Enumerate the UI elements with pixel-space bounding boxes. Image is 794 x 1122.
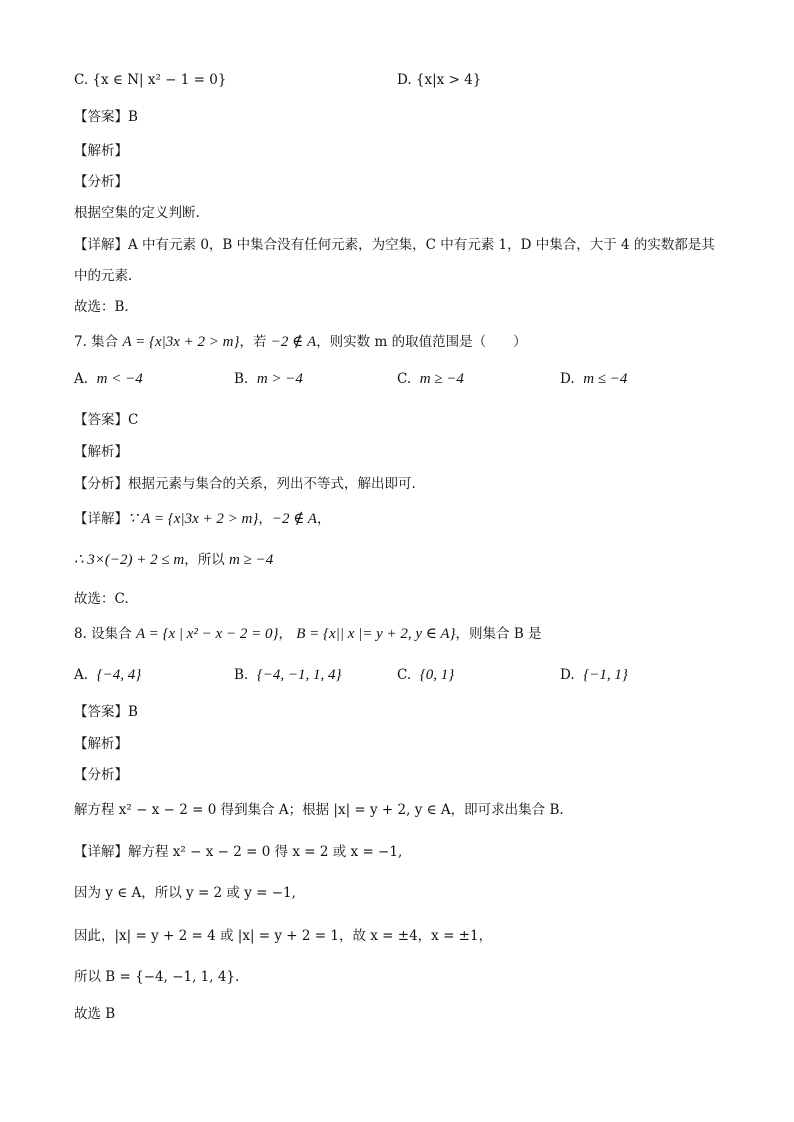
q6-option-d: D. {x|x > 4} <box>397 72 482 88</box>
q8-fenxi: 【分析】 <box>74 767 128 783</box>
q6-choice: 故选：B. <box>74 299 129 315</box>
q8-option-a: A. {−4, 4} <box>74 667 142 683</box>
q7-fenxi: 【分析】根据元素与集合的关系，列出不等式，解出即可. <box>74 476 416 492</box>
q6-fenxi-text: 根据空集的定义判断. <box>74 205 200 221</box>
q7-option-d: D. m ≤ −4 <box>560 371 628 387</box>
q7-option-a: A. m < −4 <box>74 371 143 387</box>
q8-answer: 【答案】B <box>74 704 138 720</box>
q7-option-b: B. m > −4 <box>234 371 303 387</box>
q8-detail-line-2: 因为 y ∈ A，所以 y = 2 或 y = −1, <box>74 885 296 901</box>
q6-option-c: C. {x ∈ N| x² − 1 = 0} <box>74 72 227 88</box>
q8-detail-line-4: 所以 B = {−4, −1, 1, 4}. <box>74 969 240 985</box>
q8-choice: 故选 B <box>74 1006 116 1022</box>
q8-stem: 8. 设集合 A = {x | x² − x − 2 = 0}， B = {x|| x |= y + 2, y ∈ A}，则集合 B 是 <box>74 626 542 642</box>
q8-option-d: D. {−1, 1} <box>560 667 628 683</box>
q6-answer: 【答案】B <box>74 109 138 125</box>
q8-option-b: B. {−4, −1, 1, 4} <box>234 667 342 683</box>
q7-stem-suffix: ，则实数 m 的取值范围是（ ） <box>316 334 527 350</box>
q7-detail: 【详解】∵ A = {x|3x + 2 > m}，−2 ∉ A， <box>74 511 331 527</box>
q7-stem-math2: −2 ∉ A <box>270 334 317 350</box>
q7-stem <box>74 332 527 352</box>
q7-option-c: C. m ≥ −4 <box>397 371 464 387</box>
q8-jiexi: 【解析】 <box>74 736 128 752</box>
q6-jiexi: 【解析】 <box>74 143 128 159</box>
q7-answer: 【答案】C <box>74 412 139 428</box>
q8-detail-line-3: 因此，|x| = y + 2 = 4 或 |x| = y + 2 = 1，故 x = ±4，x = ±1， <box>74 928 493 944</box>
q7-jiexi: 【解析】 <box>74 444 128 460</box>
q8-option-c: C. {0, 1} <box>397 667 455 683</box>
q7-step: ∴ 3×(−2) + 2 ≤ m，所以 m ≥ −4 <box>74 552 274 568</box>
q8-detail-line-1: 【详解】解方程 x² − x − 2 = 0 得 x = 2 或 x = −1, <box>74 844 403 860</box>
q6-detail-line-1: 【详解】A 中有元素 0，B 中集合没有任何元素，为空集，C 中有元素 1，D 中集合，大于 4 的实数都是其 <box>74 237 715 253</box>
q6-fenxi: 【分析】 <box>74 174 128 190</box>
q6-detail-line-2: 中的元素. <box>74 268 133 284</box>
q7-stem-math: A = {x|3x + 2 > m} <box>122 334 240 350</box>
q8-fenxi-text: 解方程 x² − x − 2 = 0 得到集合 A；根据 |x| = y + 2, y ∈ A，即可求出集合 B. <box>74 802 564 818</box>
q7-choice: 故选：C. <box>74 591 129 607</box>
q7-stem-prefix: 7. 集合 <box>74 334 123 350</box>
q7-stem-mid: ，若 <box>239 334 271 350</box>
